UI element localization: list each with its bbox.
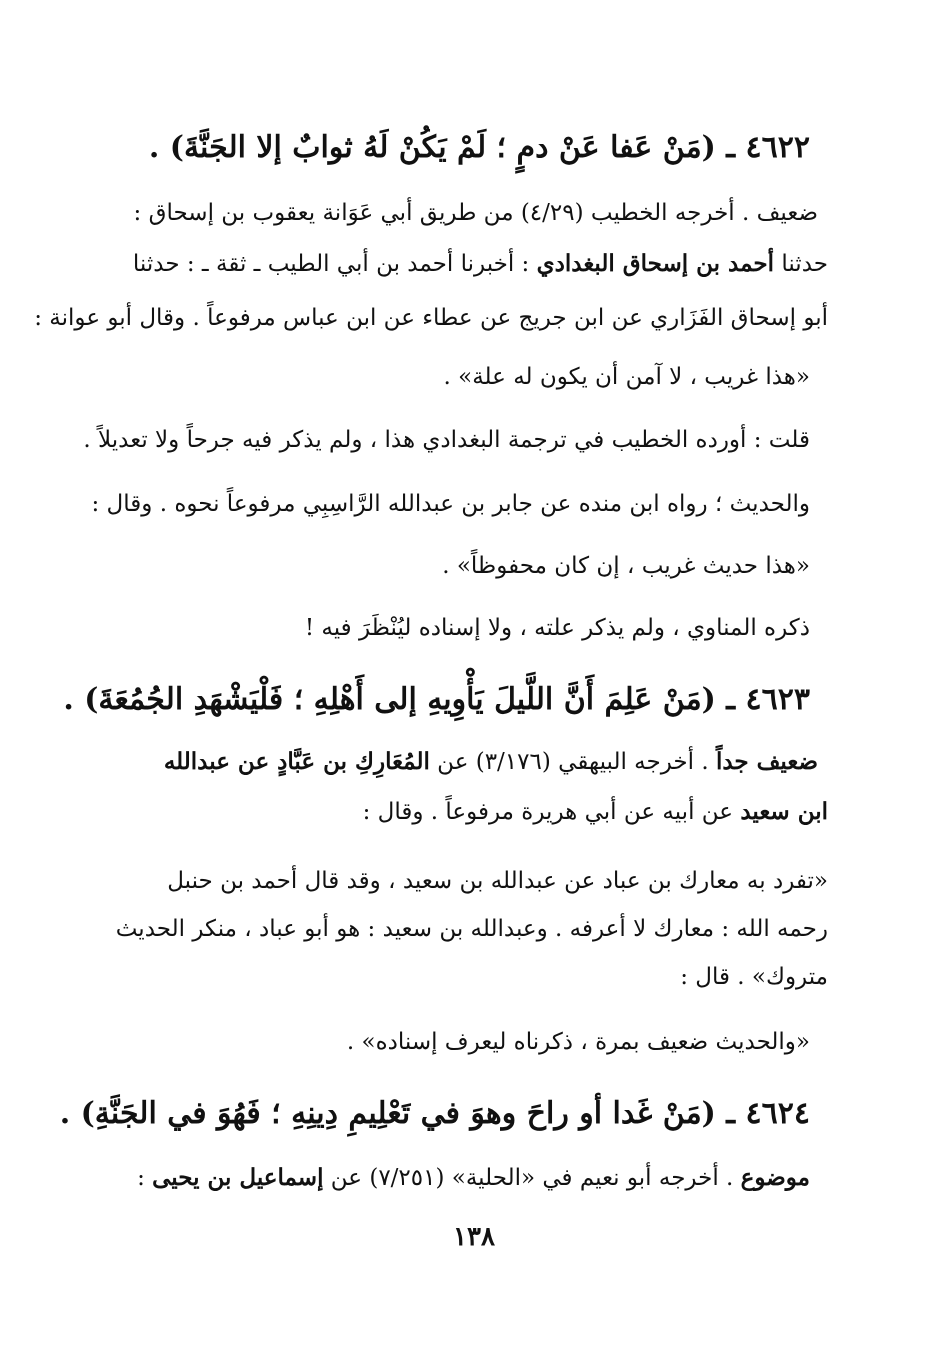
hadith-4622-line-2: حدثنا أحمد بن إسحاق البغدادي : أخبرنا أحمد بن أبي الطيب ـ ثقة ـ : حدثنا	[132, 250, 828, 277]
hadith-4622-quote-2: «هذا حديث غريب ، إن كان محفوظاً» .	[442, 553, 810, 579]
hadith-4622-line-1: ضعيف . أخرجه الخطيب (٤/٢٩) من طريق أبي عَوَانة يعقوب بن إسحاق :	[133, 200, 818, 226]
hadith-4622-line-3: أبو إسحاق الفَزَاري عن ابن جريج عن عطاء عن ابن عباس مرفوعاً . وقال أبو عوانة :	[34, 305, 828, 331]
hadith-4622-note-3: ذكره المناوي ، ولم يذكر علته ، ولا إسناده ليُنْظَرَ فيه !	[304, 615, 810, 641]
hadith-4623-title: ٤٦٢٣ ـ (مَنْ عَلِمَ أَنَّ اللَّيلَ يَأْوِيهِ إلى أَهْلِهِ ؛ فَلْيَشْهَدِ الجُمُعَةَ) .	[63, 682, 810, 717]
hadith-4622-title: ٤٦٢٢ ـ (مَنْ عَفا عَنْ دمٍ ؛ لَمْ يَكُنْ لَهُ ثوابٌ إلا الجَنَّةَ) .	[148, 130, 810, 165]
hadith-4622-note-1: قلت : أورده الخطيب في ترجمة البغدادي هذا ، ولم يذكر فيه جرحاً ولا تعديلاً .	[83, 427, 810, 453]
hadith-4624-title: ٤٦٢٤ ـ (مَنْ غَدا أو راحَ وهوَ في تَعْلِيمِ دِينِهِ ؛ فَهُوَ في الجَنَّةِ) .	[59, 1096, 810, 1131]
hadith-4624-line-1: موضوع . أخرجه أبو نعيم في «الحلية» (٧/٢٥١) عن إسماعيل بن يحيى :	[137, 1164, 810, 1191]
hadith-4623-line-2: ابن سعيد عن أبيه عن أبي هريرة مرفوعاً . وقال :	[362, 798, 828, 825]
hadith-4623-quote-line-1: «تفرد به معارك بن عباد عن عبدالله بن سعيد ، وقد قال أحمد بن حنبل	[167, 868, 828, 894]
hadith-4623-line-1: ضعيف جداً . أخرجه البيهقي (٣/١٧٦) عن المُعَارِكِ بن عَبَّادٍ عن عبدالله	[163, 748, 818, 775]
hadith-4623-quote-line-3: متروك» . قال :	[680, 964, 828, 990]
hadith-4622-quote-1: «هذا غريب ، لا آمن أن يكون له علة» .	[443, 364, 810, 390]
hadith-4623-quote-line-2: رحمه الله : معارك لا أعرفه . وعبدالله بن سعيد : هو أبو عباد ، منكر الحديث	[115, 916, 828, 942]
page-number: ١٣٨	[453, 1222, 495, 1252]
hadith-4622-note-2: والحديث ؛ رواه ابن منده عن جابر بن عبدالله الرَّاسِبِي مرفوعاً نحوه . وقال :	[91, 491, 810, 517]
hadith-4623-quote-2: «والحديث ضعيف بمرة ، ذكرناه ليعرف إسناده» .	[346, 1029, 810, 1055]
